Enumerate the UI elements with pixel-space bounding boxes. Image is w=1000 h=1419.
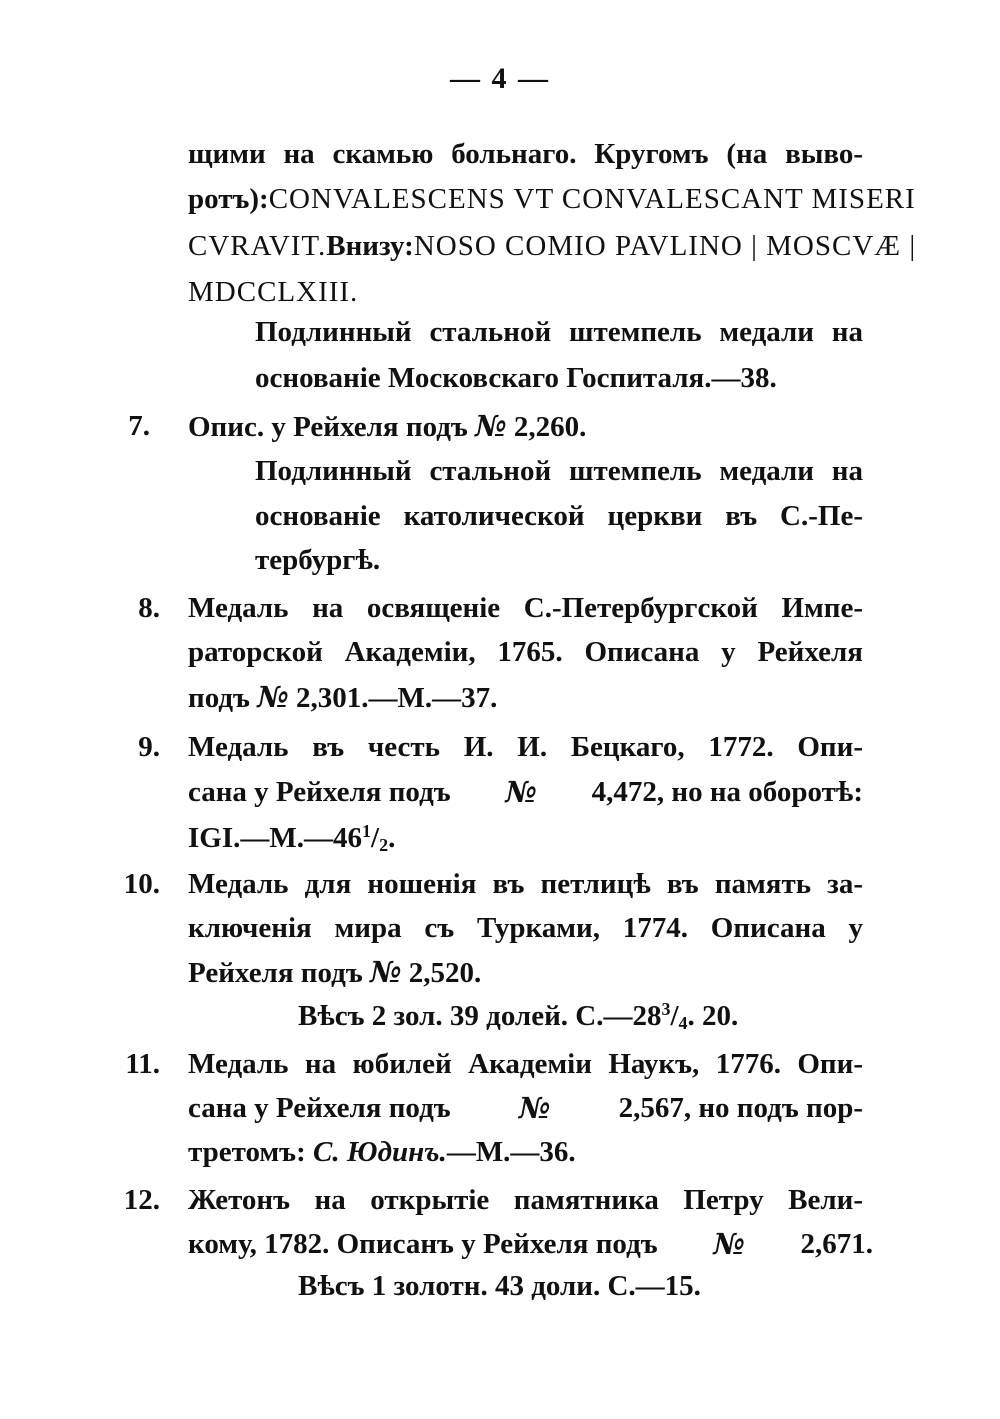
fraction-denominator: 2 bbox=[379, 835, 389, 855]
numero-sign: № bbox=[369, 955, 402, 989]
page-number: — 4 — bbox=[450, 62, 550, 95]
entry-line: ключенія мира съ Турками, 1774. Описана у bbox=[188, 912, 863, 944]
numero-sign: № bbox=[475, 409, 507, 443]
text-span: . 20. bbox=[687, 1000, 739, 1032]
text-span: . bbox=[388, 822, 396, 854]
text-span: Опис. у Рейхеля подъ bbox=[188, 411, 468, 443]
note-line: основаніе католической церкви въ С.-Пе- bbox=[255, 500, 863, 532]
numero-sign: № bbox=[257, 680, 289, 714]
text-span: 2,520. bbox=[408, 957, 482, 989]
text-span: сана у Рейхеля подъ bbox=[188, 776, 451, 808]
text-span: ротъ): bbox=[188, 183, 269, 215]
text-span: 2,671. bbox=[800, 1228, 873, 1260]
text-span: сана у Рейхеля подъ bbox=[188, 1092, 451, 1124]
entry-number: 12. bbox=[123, 1184, 160, 1216]
latin-inscription: CONVALESCENS VT CONVALESCANT MISERI bbox=[268, 183, 916, 215]
entry-line bbox=[188, 955, 482, 989]
entry-line: Медаль въ честь И. И. Бецкаго, 1772. Опи- bbox=[188, 731, 863, 763]
text-span: Внизу: bbox=[326, 230, 414, 262]
fraction-denominator: 4 bbox=[678, 1013, 688, 1033]
note-line: тербургѣ. bbox=[255, 544, 381, 576]
entry-line bbox=[188, 775, 863, 809]
entry-number: 11. bbox=[125, 1048, 160, 1080]
numero-sign: № bbox=[505, 775, 537, 809]
text-span: 2,301.—М.—37. bbox=[295, 682, 498, 714]
entry-line: Жетонъ на открытіе памятника Петру Вели- bbox=[188, 1184, 863, 1216]
text-span: 4,472, но на оборотѣ: bbox=[591, 776, 863, 808]
note-line: Вѣсъ 2 зол. 39 долей. $С.—28^3/_4$. 20. bbox=[298, 999, 739, 1033]
text-span: 2,260. bbox=[513, 411, 587, 443]
entry-line bbox=[188, 409, 587, 443]
entry-number: 8. bbox=[138, 592, 160, 624]
entry-line: раторской Академіи, 1765. Описана у Рейхеля bbox=[188, 636, 863, 668]
text-line: щими на скамью больнаго. Кругомъ (на выво- bbox=[188, 138, 863, 170]
numero-sign: № bbox=[713, 1227, 745, 1261]
text-span: третомъ: bbox=[188, 1136, 306, 1168]
engraver-name: С. Юдинъ. bbox=[312, 1136, 447, 1168]
latin-inscription: MDCCLXIII. bbox=[188, 276, 359, 308]
latin-inscription: NOSO COMIO PAVLINO | MOSCVÆ | bbox=[413, 230, 917, 262]
fraction-numerator: 3 bbox=[661, 999, 671, 1019]
text-span: —М.—36. bbox=[446, 1136, 576, 1168]
entry-line bbox=[188, 680, 498, 714]
entry-line: $IGI.—М.—46^1/_2$. bbox=[188, 821, 396, 855]
entry-line bbox=[188, 1138, 576, 1167]
entry-line bbox=[188, 1227, 873, 1261]
entry-line: Медаль на юбилей Академіи Наукъ, 1776. Опи- bbox=[188, 1048, 863, 1080]
entry-line: Медаль на освященіе С.-Петербургской Импе- bbox=[188, 592, 863, 624]
entry-number: 9. bbox=[138, 731, 160, 763]
text-line bbox=[188, 183, 916, 215]
text-span: подъ bbox=[188, 682, 250, 714]
entry-number: 7. bbox=[128, 410, 150, 442]
entry-line bbox=[188, 1091, 863, 1125]
fraction-numerator: 1 bbox=[362, 821, 371, 841]
text-span: Вѣсъ 2 зол. 39 долей. С.—28 bbox=[298, 1000, 662, 1032]
latin-inscription: CVRAVIT. bbox=[188, 230, 327, 262]
text-span: Рейхеля подъ bbox=[188, 957, 363, 989]
text-span: 2,567, но подъ пор- bbox=[618, 1092, 863, 1124]
note-line: Вѣсъ 1 золотн. 43 доли. С.—15. bbox=[298, 1270, 701, 1302]
note-line: Подлинный стальной штемпель медали на bbox=[255, 455, 863, 487]
note-line: основаніе Московскаго Госпиталя.—38. bbox=[255, 362, 777, 394]
note-line: Подлинный стальной штемпель медали на bbox=[255, 316, 863, 348]
entry-line: Медаль для ношенія въ петлицѣ въ память за- bbox=[188, 868, 863, 900]
entry-number: 10. bbox=[123, 868, 160, 900]
text-line bbox=[188, 230, 917, 262]
numero-sign: № bbox=[518, 1091, 551, 1125]
text-span: IGI.—М.—46 bbox=[188, 822, 362, 854]
text-span: кому, 1782. Описанъ у Рейхеля подъ bbox=[188, 1228, 658, 1260]
